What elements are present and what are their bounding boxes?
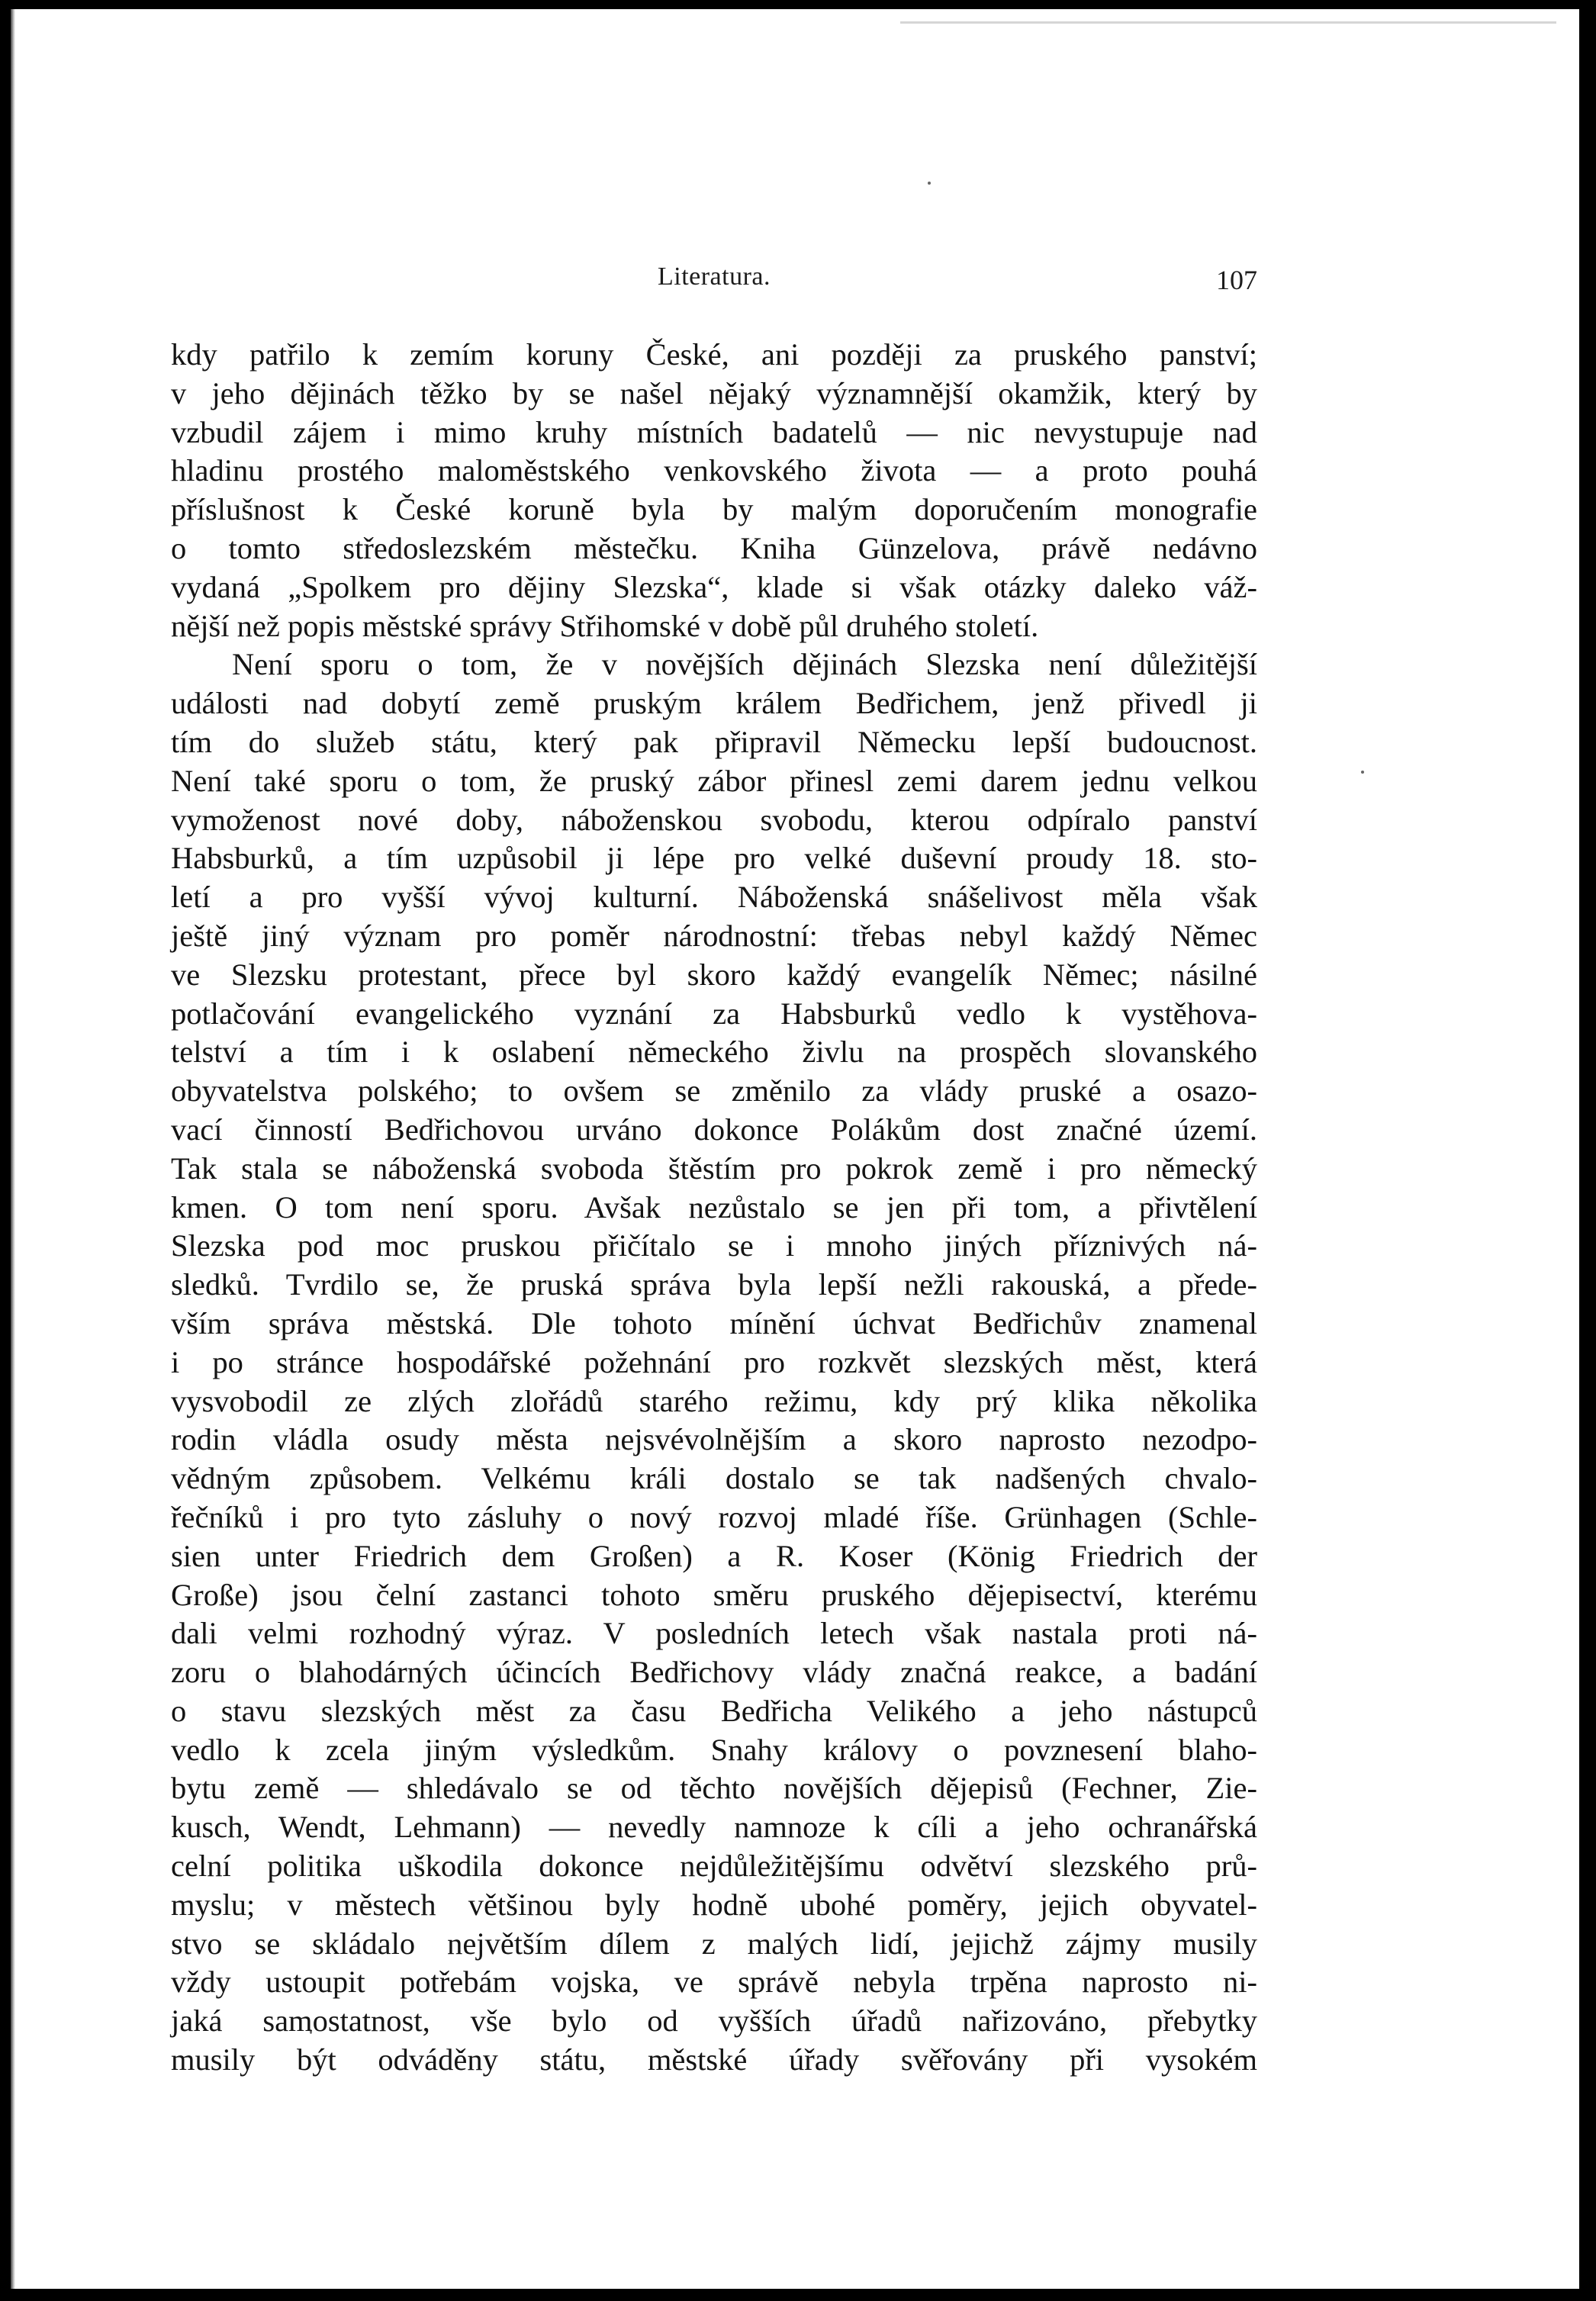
text-line: kusch, Wendt, Lehmann) — nevedly namnoze k cíli a jeho ochranářská (171, 1810, 1257, 1845)
text-line: v jeho dějinách těžko by se našel nějaký významnější okamžik, který by (171, 375, 1257, 410)
text-line: vysvobodil ze zlých zlořádů starého režimu, kdy prý klika několika (171, 1383, 1257, 1418)
text-line: i po stránce hospodářské požehnání pro rozkvět slezských měst, která (171, 1344, 1257, 1379)
text-line: vymoženost nové doby, náboženskou svobodu, kterou odpíralo panství (171, 802, 1257, 837)
text-line: dali velmi rozhodný výraz. V posledních letech však nastala proti ná- (171, 1616, 1257, 1651)
text-line: události nad dobytí země pruským králem Bedřichem, jenž přivedl ji (171, 686, 1257, 721)
text-line: Není sporu o tom, že v novějších dějinách Slezska není důležitější (232, 647, 1257, 682)
text-line: příslušnost k České koruně byla by malým doporučením monografie (171, 492, 1257, 527)
text-line: tím do služeb státu, který pak připravil Německu lepší budoucnost. (171, 724, 1257, 759)
page-number: 107 (1216, 265, 1257, 295)
text-line: o tomto středoslezském městečku. Kniha Günzelova, právě nedávno (171, 530, 1257, 565)
text-line: o stavu slezských měst za času Bedřicha Velikého a jeho nástupců (171, 1693, 1257, 1728)
text-line: vším správa městská. Dle tohoto mínění úchvat Bedřichův znamenal (171, 1305, 1257, 1340)
text-line: rodin vládla osudy města nejsvévolnějším a skoro naprosto nezodpo- (171, 1422, 1257, 1457)
text-line: ve Slezsku protestant, přece byl skoro každý evangelík Němec; násilné (171, 957, 1257, 992)
text-line: telství a tím i k oslabení německého živlu na prospěch slovanského (171, 1035, 1257, 1070)
text-line: sledků. Tvrdilo se, že pruská správa byla lepší nežli rakouská, a přede- (171, 1267, 1257, 1302)
text-line: jaká samostatnost, vše bylo od vyšších úřadů nařizováno, přebytky (171, 2003, 1257, 2039)
body-text (171, 336, 1257, 2080)
text-line: kdy patřilo k zemím koruny České, ani později za pruského panství; (171, 337, 1257, 372)
text-line: Habsburků, a tím uzpůsobil ji lépe pro velké duševní proudy 18. sto- (171, 841, 1257, 876)
text-line: vací činností Bedřichovou urváno dokonce Polákům dost značné území. (171, 1112, 1257, 1147)
text-line: letí a pro vyšší vývoj kulturní. Náboženská snášelivost měla však (171, 880, 1257, 915)
text-line: vzbudil zájem i mimo kruhy místních badatelů — nic nevystupuje nad (171, 414, 1257, 449)
text-line: vždy ustoupit potřebám vojska, ve správě nebyla trpěna naprosto ni- (171, 1965, 1257, 2000)
text-line: myslu; v městech většinou byly hodně ubohé poměry, jejich obyvatel- (171, 1887, 1257, 1922)
page-header (171, 262, 1257, 301)
text-line: kmen. O tom není sporu. Avšak nezůstalo se jen při tom, a přivtělení (171, 1189, 1257, 1225)
text-line: celní politika uškodila dokonce nejdůležitějšímu odvětví slezského prů- (171, 1849, 1257, 1884)
text-line: stvo se skládalo největším dílem z malých lidí, jejichž zájmy musily (171, 1926, 1257, 1961)
text-line: nější než popis městské správy Střihomské v době půl druhého století. (171, 608, 1039, 643)
text-line: obyvatelstva polského; to ovšem se změnilo za vlády pruské a osazo- (171, 1073, 1257, 1109)
text-line: bytu země — shledávalo se od těchto novějších dějepisů (Fechner, Zie- (171, 1771, 1257, 1806)
text-line: hladinu prostého maloměstského venkovského života — a proto pouhá (171, 453, 1257, 488)
text-line: vědným způsobem. Velkému králi dostalo se tak nadšených chvalo- (171, 1461, 1257, 1496)
running-title: Literatura. (657, 262, 771, 291)
text-line: vedlo k zcela jiným výsledkům. Snahy královy o povznesení blaho- (171, 1732, 1257, 1767)
scan-top-edge-mark (900, 21, 1556, 24)
text-line: Tak stala se náboženská svoboda štěstím pro pokrok země i pro německý (171, 1150, 1257, 1186)
text-line: potlačování evangelického vyznání za Habsburků vedlo k vystěhova- (171, 996, 1257, 1031)
scan-speck (1361, 771, 1364, 774)
scan-speck (928, 182, 931, 185)
text-line: sien unter Friedrich dem Großen) a R. Koser (König Friedrich der (171, 1538, 1257, 1573)
text-line: Není také sporu o tom, že pruský zábor přinesl zemi darem jednu velkou (171, 763, 1257, 798)
text-line: musily být odváděny státu, městské úřady svěřovány při vysokém (171, 2042, 1257, 2077)
text-line: vydaná „Spolkem pro dějiny Slezska“, klade si však otázky daleko váž- (171, 569, 1257, 604)
text-line: ještě jiný význam pro poměr národnostní: třebas nebyl každý Němec (171, 918, 1257, 953)
text-line: zoru o blahodárných účincích Bedřichovy vlády značná reakce, a badání (171, 1655, 1257, 1690)
text-line: řečníků i pro tyto zásluhy o nový rozvoj mladé říše. Grünhagen (Schle- (171, 1499, 1257, 1534)
text-line: Slezska pod moc pruskou přičítalo se i mnoho jiných příznivých ná- (171, 1228, 1257, 1263)
text-line: Große) jsou čelní zastanci tohoto směru pruského dějepisectví, kterému (171, 1577, 1257, 1612)
page-binding-shadow (11, 9, 15, 2289)
